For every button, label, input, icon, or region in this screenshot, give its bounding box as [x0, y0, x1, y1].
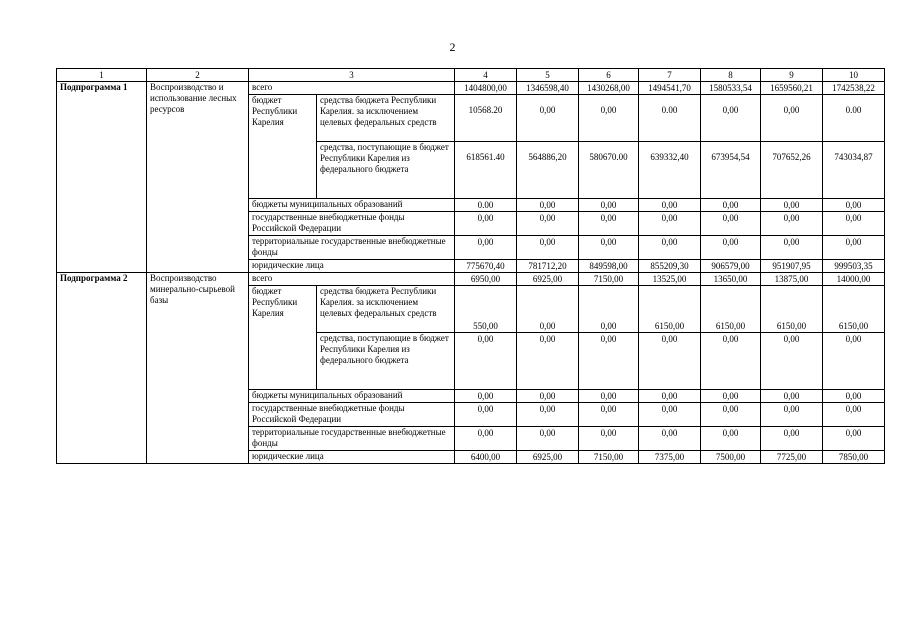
subprogram-2-section: [57, 273, 885, 464]
table-row: [57, 273, 885, 286]
funding-source-label: всего: [249, 82, 455, 95]
value-cell: 0,00: [761, 390, 823, 403]
value-cell: 0,00: [579, 286, 639, 333]
value-cell: 0,00: [455, 236, 517, 260]
page-number: 2: [449, 40, 456, 54]
value-cell: 0.00: [639, 95, 701, 142]
value-cell: 0,00: [579, 236, 639, 260]
value-cell: 13525,00: [639, 273, 701, 286]
value-cell: 6150,00: [761, 286, 823, 333]
funding-source-label: государственные внебюджетные фонды Российской Федерации: [249, 403, 455, 427]
value-cell: 0,00: [639, 333, 701, 390]
value-cell: 0,00: [517, 427, 579, 451]
value-cell: 0,00: [579, 95, 639, 142]
value-cell: 1404800,00: [455, 82, 517, 95]
funding-source-group: бюджет Республики Карелия: [249, 95, 317, 199]
funding-source-label: средства бюджета Республики Карелия. за исключением целевых федеральных средств: [317, 95, 455, 142]
value-cell: 0,00: [455, 403, 517, 427]
funding-source-label: территориальные государственные внебюджетные фонды: [249, 236, 455, 260]
value-cell: 0,00: [639, 212, 701, 236]
value-cell: 849598,00: [579, 260, 639, 273]
value-cell: 781712,20: [517, 260, 579, 273]
table-row: [57, 82, 885, 95]
subprogram-name: Воспроизводство минерально-сырьевой базы: [147, 273, 249, 464]
value-cell: 1659560,21: [761, 82, 823, 95]
value-cell: 618561.40: [455, 142, 517, 199]
funding-source-label: средства, поступающие в бюджет Республики Карелия из федерального бюджета: [317, 333, 455, 390]
value-cell: 0,00: [823, 333, 885, 390]
value-cell: 0,00: [517, 212, 579, 236]
value-cell: 0,00: [701, 212, 761, 236]
header-cell: 4: [455, 69, 517, 82]
value-cell: 6150,00: [701, 286, 761, 333]
value-cell: 6925,00: [517, 451, 579, 464]
value-cell: 550,00: [455, 286, 517, 333]
funding-source-label: средства бюджета Республики Карелия. за исключением целевых федеральных средств: [317, 286, 455, 333]
value-cell: 1580533,54: [701, 82, 761, 95]
value-cell: 951907,95: [761, 260, 823, 273]
value-cell: 6400,00: [455, 451, 517, 464]
value-cell: 0,00: [455, 333, 517, 390]
value-cell: 0,00: [701, 390, 761, 403]
header-cell: 7: [639, 69, 701, 82]
subprogram-1-section: [57, 82, 885, 273]
value-cell: 0,00: [639, 390, 701, 403]
value-cell: 7375,00: [639, 451, 701, 464]
value-cell: 0,00: [455, 212, 517, 236]
value-cell: 0,00: [701, 95, 761, 142]
funding-source-label: бюджеты муниципальных образований: [249, 199, 455, 212]
value-cell: 0,00: [701, 199, 761, 212]
subprogram-label: Подпрограмма 1: [57, 82, 147, 273]
value-cell: 0,00: [517, 333, 579, 390]
value-cell: 13875,00: [761, 273, 823, 286]
funding-source-label: территориальные государственные внебюджетные фонды: [249, 427, 455, 451]
value-cell: 7150,00: [579, 451, 639, 464]
value-cell: 0,00: [823, 403, 885, 427]
value-cell: 0,00: [761, 95, 823, 142]
subprogram-label: Подпрограмма 2: [57, 273, 147, 464]
header-cell: 5: [517, 69, 579, 82]
value-cell: 0,00: [639, 236, 701, 260]
value-cell: 0,00: [579, 403, 639, 427]
value-cell: 6150,00: [823, 286, 885, 333]
value-cell: 0,00: [701, 236, 761, 260]
subprogram-name: Воспроизводство и использование лесных ресурсов: [147, 82, 249, 273]
value-cell: 639332,40: [639, 142, 701, 199]
value-cell: 0,00: [455, 390, 517, 403]
value-cell: 775670,40: [455, 260, 517, 273]
value-cell: 0,00: [639, 427, 701, 451]
value-cell: 0,00: [517, 95, 579, 142]
header-cell: 9: [761, 69, 823, 82]
value-cell: 0.00: [823, 95, 885, 142]
value-cell: 0,00: [579, 199, 639, 212]
header-row: [57, 69, 885, 82]
value-cell: 0,00: [761, 403, 823, 427]
value-cell: 7725,00: [761, 451, 823, 464]
value-cell: 564886,20: [517, 142, 579, 199]
budget-table: [56, 68, 885, 464]
value-cell: 0,00: [701, 427, 761, 451]
value-cell: 0,00: [517, 403, 579, 427]
header-cell: 10: [823, 69, 885, 82]
value-cell: 6150,00: [639, 286, 701, 333]
value-cell: 0,00: [579, 390, 639, 403]
value-cell: 6925,00: [517, 273, 579, 286]
value-cell: 0,00: [517, 236, 579, 260]
header-cell: 2: [147, 69, 249, 82]
value-cell: 0,00: [579, 427, 639, 451]
value-cell: 0,00: [761, 427, 823, 451]
funding-source-label: юридические лица: [249, 451, 455, 464]
value-cell: 999503,35: [823, 260, 885, 273]
value-cell: 0.00: [455, 199, 517, 212]
value-cell: 0,00: [517, 199, 579, 212]
value-cell: 0,00: [639, 403, 701, 427]
value-cell: 1742538,22: [823, 82, 885, 95]
value-cell: 0,00: [823, 390, 885, 403]
value-cell: 743034,87: [823, 142, 885, 199]
value-cell: 673954,54: [701, 142, 761, 199]
funding-source-label: государственные внебюджетные фонды Российской Федерации: [249, 212, 455, 236]
value-cell: 14000,00: [823, 273, 885, 286]
header-cell: 8: [701, 69, 761, 82]
funding-source-label: всего: [249, 273, 455, 286]
value-cell: 7850,00: [823, 451, 885, 464]
value-cell: 0,00: [761, 236, 823, 260]
value-cell: 1494541,70: [639, 82, 701, 95]
value-cell: 0,00: [579, 333, 639, 390]
value-cell: 13650,00: [701, 273, 761, 286]
value-cell: 906579,00: [701, 260, 761, 273]
value-cell: 0,00: [639, 199, 701, 212]
value-cell: 0,00: [517, 286, 579, 333]
header-cell: 6: [579, 69, 639, 82]
funding-source-label: средства, поступающие в бюджет Республики Карелия из федерального бюджета: [317, 142, 455, 199]
value-cell: 0,00: [761, 199, 823, 212]
value-cell: 7500,00: [701, 451, 761, 464]
value-cell: 0,00: [761, 212, 823, 236]
value-cell: 0,00: [761, 333, 823, 390]
value-cell: 7150,00: [579, 273, 639, 286]
value-cell: 0,00: [579, 212, 639, 236]
value-cell: 10568.20: [455, 95, 517, 142]
value-cell: 0,00: [701, 333, 761, 390]
funding-source-label: бюджеты муниципальных образований: [249, 390, 455, 403]
value-cell: 855209,30: [639, 260, 701, 273]
value-cell: 6950,00: [455, 273, 517, 286]
value-cell: 0,00: [701, 403, 761, 427]
funding-source-label: юридические лица: [249, 260, 455, 273]
value-cell: 0,00: [455, 427, 517, 451]
value-cell: 0,00: [823, 199, 885, 212]
value-cell: 0,00: [823, 236, 885, 260]
value-cell: 0,00: [823, 427, 885, 451]
value-cell: 707652,26: [761, 142, 823, 199]
funding-source-group: бюджет Республики Карелия: [249, 286, 317, 390]
value-cell: 580670.00: [579, 142, 639, 199]
header-cell: 3: [249, 69, 455, 82]
value-cell: 0,00: [517, 390, 579, 403]
value-cell: 1346598,40: [517, 82, 579, 95]
value-cell: 1430268,00: [579, 82, 639, 95]
value-cell: 0,00: [823, 212, 885, 236]
header-cell: 1: [57, 69, 147, 82]
